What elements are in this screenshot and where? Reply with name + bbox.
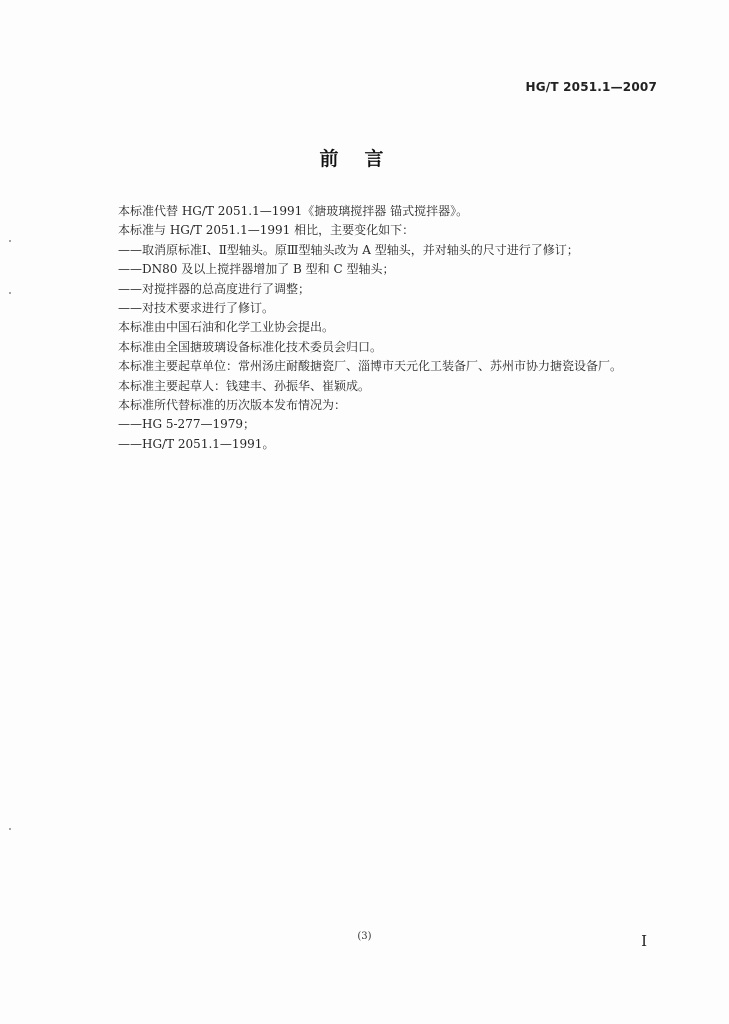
paragraph-line: 本标准由全国搪玻璃设备标准化技术委员会归口。 bbox=[118, 339, 383, 354]
list-item: ——取消原标准Ⅰ、Ⅱ型轴头。原Ⅲ型轴头改为 A 型轴头，并对轴头的尺寸进行了修订； bbox=[118, 242, 579, 257]
scan-speck bbox=[9, 240, 11, 242]
page-title: 前言 bbox=[319, 148, 410, 170]
paragraph-line: 本标准主要起草单位：常州汤庄耐酸搪瓷厂、淄博市天元化工装备厂、苏州市协力搪瓷设备厂。 bbox=[118, 359, 623, 374]
list-item: ——HG/T 2051.1—1991。 bbox=[118, 436, 275, 451]
standard-code: HG/T 2051.1—2007 bbox=[525, 80, 657, 94]
paragraph-line: 本标准与 HG/T 2051.1—1991 相比，主要变化如下： bbox=[118, 223, 415, 238]
paragraph-line: 本标准所代替标准的历次版本发布情况为： bbox=[118, 398, 347, 413]
paragraph-line: 本标准由中国石油和化学工业协会提出。 bbox=[118, 320, 335, 335]
scan-speck bbox=[9, 292, 11, 294]
foreword-body bbox=[118, 202, 678, 454]
list-item: ——DN80 及以上搅拌器增加了 B 型和 C 型轴头； bbox=[118, 262, 395, 277]
list-item: ——对搅拌器的总高度进行了调整； bbox=[118, 281, 311, 296]
paragraph-line: 本标准代替 HG/T 2051.1—1991《搪玻璃搅拌器 锚式搅拌器》。 bbox=[118, 204, 469, 218]
scan-speck bbox=[9, 828, 11, 830]
list-item: ——HG 5-277—1979； bbox=[118, 417, 255, 432]
footer-code: (3) bbox=[357, 931, 372, 942]
page-number: I bbox=[641, 932, 647, 950]
list-item: ——对技术要求进行了修订。 bbox=[118, 301, 275, 316]
paragraph-line: 本标准主要起草人：钱建丰、孙振华、崔颖成。 bbox=[118, 378, 371, 393]
